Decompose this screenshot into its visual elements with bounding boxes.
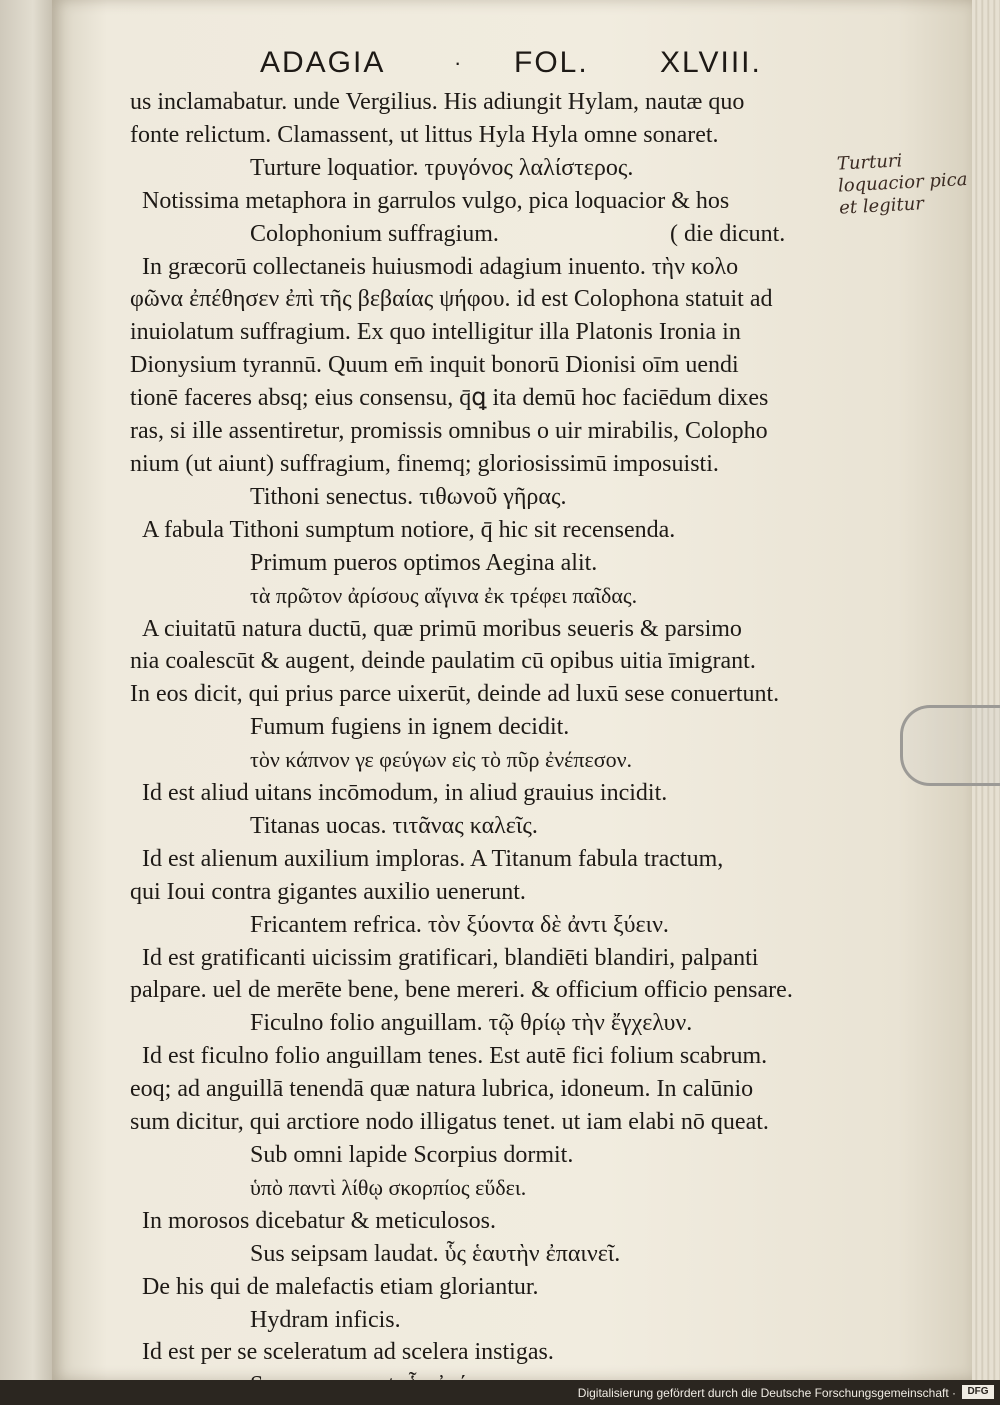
text-line: Id est alienum auxilium imploras. A Titanum fabula tractum,: [142, 845, 724, 872]
text-line: qui Ioui contra gigantes auxilio uenerunt.: [130, 878, 526, 905]
text-line: palpare. uel de merēte bene, bene mereri. & officium officio pensare.: [130, 977, 793, 1004]
text-line: Dionysium tyrannū. Quum em̄ inquit bonorū Dionisi oīm uendi: [130, 352, 739, 379]
greek-line: ὑπὸ παντὶ λίθῳ σκορπίος εὕδει.: [250, 1174, 527, 1200]
text-line: eoq; ad anguillā tenendā quæ natura lubrica, idoneum. In calūnio: [130, 1076, 754, 1103]
running-header: [130, 42, 850, 86]
digitization-footer: [0, 1380, 1000, 1405]
text-line: A fabula Tithoni sumptum notiore, q̄ hic sit recensenda.: [142, 516, 676, 543]
text-line: De his qui de malefactis etiam gloriantur.: [142, 1273, 539, 1300]
text-line: φῶνα ἐπέθησεν ἐπὶ τῆς βεβαίας ψήφου. id est Colophona statuit ad: [130, 286, 773, 313]
header-title: ADAGIA: [260, 46, 386, 79]
text-line: Id est per se sceleratum ad scelera instigas.: [142, 1339, 554, 1366]
adage-title: Primum pueros optimos Aegina alit.: [250, 549, 598, 576]
left-page-edge: [0, 0, 60, 1380]
adage-title: Turture loquatior. τρυγόνος λαλίστερος.: [250, 154, 634, 181]
text-line: In græcorū collectaneis huiusmodi adagium inuento. τὴν κολο: [142, 253, 739, 280]
header-separator: ·: [454, 50, 464, 75]
text-line: fonte relictum. Clamassent, ut littus Hyla Hyla omne sonaret.: [130, 121, 719, 148]
text-line: Notissima metaphora in garrulos vulgo, pica loquacior & hos: [142, 187, 730, 214]
paper-clip: [900, 705, 1000, 786]
handwritten-marginalia: Turturi loquacior pica et legitur: [836, 150, 968, 219]
text-line: Id est gratificanti uicissim gratificari, blandiēti blandiri, palpanti: [142, 944, 759, 971]
adage-title: Fricantem refrica. τὸν ξύοντα δὲ ἀντι ξύειν.: [250, 911, 669, 938]
text-line: nia coalescūt & augent, deinde paulatim cū opibus uitia īmigrant.: [130, 648, 756, 675]
adage-title: Sub omni lapide Scorpius dormit.: [250, 1142, 574, 1168]
adage-title: Tithoni senectus. τιθωνοῦ γῆρας.: [250, 483, 567, 510]
text-line: inuiolatum suffragium. Ex quo intelligitur illa Platonis Ironia in: [130, 319, 741, 346]
greek-line: τὸν κάπνον γε φεύγων εἰς τὸ πῦρ ἐνέπεσον.: [250, 747, 633, 773]
dfg-logo-icon: DFG: [962, 1385, 994, 1399]
side-note: ( die dicunt.: [670, 220, 786, 247]
adage-title: Titanas uocas. τιτᾶνας καλεῖς.: [250, 812, 538, 839]
text-line: Id est aliud uitans incōmodum, in aliud grauius incidit.: [142, 780, 668, 807]
greek-line: τὰ πρῶτον ἀρίσους αἴγινα ἐκ τρέφει παῖδας.: [250, 582, 638, 608]
text-line: Id est ficulno folio anguillam tenes. Est autē fici folium scabrum.: [142, 1043, 768, 1070]
adage-title: Ficulno folio anguillam. τῷ θρίῳ τὴν ἔγχελυν.: [250, 1010, 693, 1037]
text-line: us inclamabatur. unde Vergilius. His adiungit Hylam, nautæ quo: [130, 89, 745, 115]
text-line: A ciuitatū natura ductū, quæ primū moribus seueris & parsimo: [142, 615, 742, 642]
adage-title: Sus seipsam laudat. ὗς ἑαυτὴν ἐπαινεῖ.: [250, 1240, 621, 1267]
text-line: In morosos dicebatur & meticulosos.: [142, 1207, 496, 1234]
header-folio-label: FOL.: [514, 46, 589, 79]
text-line: In eos dicit, qui prius parce uixerūt, deinde ad luxū sese conuertunt.: [130, 681, 780, 708]
header-folio-number: XLVIII.: [660, 46, 762, 79]
text-line: tionē faceres absq; eius consensu, q̄ꝗ ita demū hoc faciēdum dixes: [130, 385, 769, 412]
adage-title: Fumum fugiens in ignem decidit.: [250, 714, 570, 741]
funding-credit: Digitalisierung gefördert durch die Deutsche Forschungsgemeinschaft ·: [577, 1386, 956, 1400]
text-line: ras, si ille assentiretur, promissis omnibus o uir mirabilis, Colopho: [130, 418, 768, 445]
adage-title: Hydram inficis.: [250, 1306, 401, 1333]
adage-title: Colophonium suffragium.: [250, 220, 499, 247]
text-line: nium (ut aiunt) suffragium, finemq; gloriosissimū imposuisti.: [130, 450, 719, 477]
page-text: [130, 42, 850, 1402]
adage-title-row: [130, 218, 850, 251]
text-line: sum dicitur, qui arctiore nodo illigatus tenet. ut iam elabi nō queat.: [130, 1109, 769, 1136]
